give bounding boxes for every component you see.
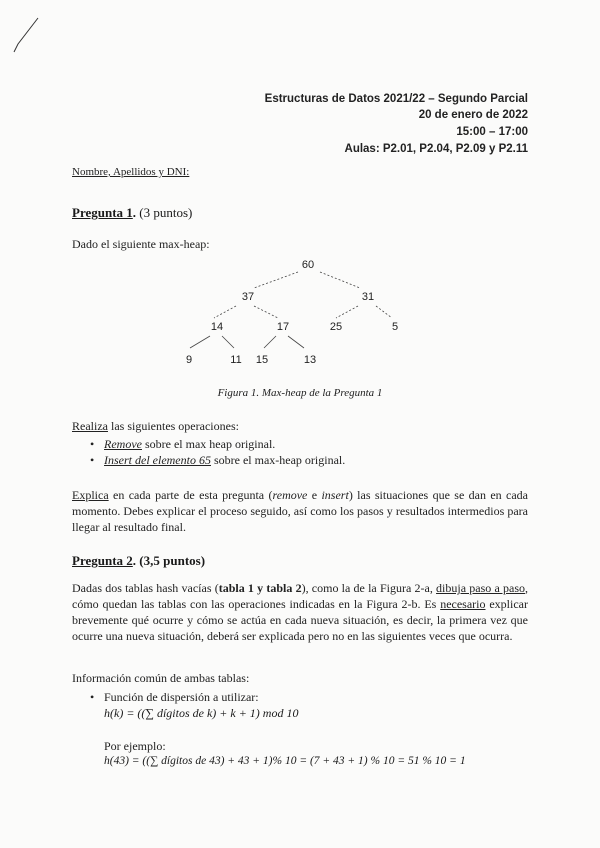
op-remove-rest: sobre el max heap original. [141, 437, 276, 451]
heap-node: 11 [230, 354, 242, 366]
edge-17-15 [264, 336, 276, 348]
exam-time: 15:00 – 17:00 [456, 126, 528, 138]
q2-points: (3,5 puntos) [139, 553, 206, 568]
p1-a: Dadas dos tablas hash vacías ( [72, 581, 219, 595]
edge-17-13 [288, 336, 304, 348]
heap-node: 9 [185, 354, 193, 366]
op-remove-em: Remove [104, 437, 142, 451]
q2-paragraph [72, 580, 528, 644]
heap-node: 5 [391, 321, 399, 333]
q2-info-list [86, 689, 526, 705]
q1-title: Pregunta 1 [72, 205, 133, 220]
heap-node: 60 [301, 259, 315, 271]
q2-title: Pregunta 2 [72, 553, 133, 568]
explain-a: en cada parte de esta pregunta ( [108, 488, 273, 502]
heap-node: 14 [210, 321, 224, 333]
explain-c: ) las situaciones que se dan en cada momento. Debes explicar el proceso seguido, así como los pasos y resultados intermedios para llegar al resultado final. [72, 488, 529, 534]
q2-heading: Pregunta 2. (3,5 puntos) [72, 553, 206, 568]
heap-figure [170, 250, 430, 372]
q2-common-info: Información común de ambas tablas: [72, 671, 250, 685]
q1-heading: Pregunta 1. (3 puntos) [72, 205, 193, 220]
heap-node: 37 [241, 291, 255, 303]
example-label: Por ejemplo: [104, 739, 166, 753]
q1-explain [72, 487, 528, 535]
edge-31-5 [376, 306, 392, 318]
explain-b: e [307, 488, 322, 502]
hash-example: h(43) = ((∑ dígitos de 43) + 43 + 1)% 10 = (7 + 43 + 1) % 10 = 51 % 10 = 1 [104, 755, 466, 767]
p1-c: , cómo quedan las tablas con las operaciones indicadas en la Figura 2-b. Es [72, 581, 529, 611]
p1-b: ), como la de la Figura 2-a, [301, 581, 437, 595]
p1-u1: dibuja paso a paso [436, 581, 526, 595]
edge-14-9 [190, 336, 210, 348]
op-insert-em: Insert del elemento 65 [104, 453, 211, 467]
heap-node: 31 [361, 291, 375, 303]
edge-60-37 [254, 272, 298, 288]
edge-37-14 [214, 306, 236, 318]
q1-ops-intro [72, 418, 239, 434]
q1-op-insert [86, 452, 526, 468]
heap-node: 15 [255, 354, 269, 366]
heap-node: 13 [303, 354, 317, 366]
edge-31-25 [336, 306, 358, 318]
p1-bold: tabla 1 y tabla 2 [218, 581, 302, 595]
name-field-label: Nombre, Apellidos y DNI: [72, 166, 190, 178]
edge-37-17 [254, 306, 278, 318]
explain-insert: insert [321, 488, 349, 502]
q1-intro: Dado el siguiente max-heap: [72, 237, 210, 251]
exam-title: Estructuras de Datos 2021/22 – Segundo Parcial [264, 93, 528, 105]
ops-intro-rest: las siguientes operaciones: [107, 419, 239, 433]
edge-14-11 [222, 336, 234, 348]
q1-op-remove [86, 436, 526, 452]
p1-u2: necesario [440, 597, 486, 611]
figure-1-caption: Figura 1. Max-heap de la Pregunta 1 [217, 387, 383, 399]
q1-points: (3 puntos) [139, 205, 193, 220]
q2-hash-function-label: • Función de dispersión a utilizar: [86, 689, 526, 705]
ops-intro-verb: Realiza [72, 419, 108, 433]
heap-node: 25 [329, 321, 343, 333]
explain-remove: remove [272, 488, 308, 502]
hash-formula: h(k) = ((∑ dígitos de k) + k + 1) mod 10 [104, 706, 299, 720]
pen-mark [8, 14, 42, 54]
edge-60-31 [320, 272, 360, 288]
exam-date: 20 de enero de 2022 [418, 109, 528, 121]
exam-rooms: Aulas: P2.01, P2.04, P2.09 y P2.11 [344, 143, 528, 155]
q1-ops-list [86, 436, 526, 468]
explain-verb: Explica [72, 488, 109, 502]
p1-d: explicar brevemente qué ocurre y cómo se actúa en cada nueva situación, es decir, la primera vez que ocurre una nueva situación, deberá ser explicada pero no en las siguientes veces que ocurra. [72, 597, 528, 643]
op-insert-rest: sobre el max-heap original. [210, 453, 346, 467]
heap-node: 17 [276, 321, 290, 333]
